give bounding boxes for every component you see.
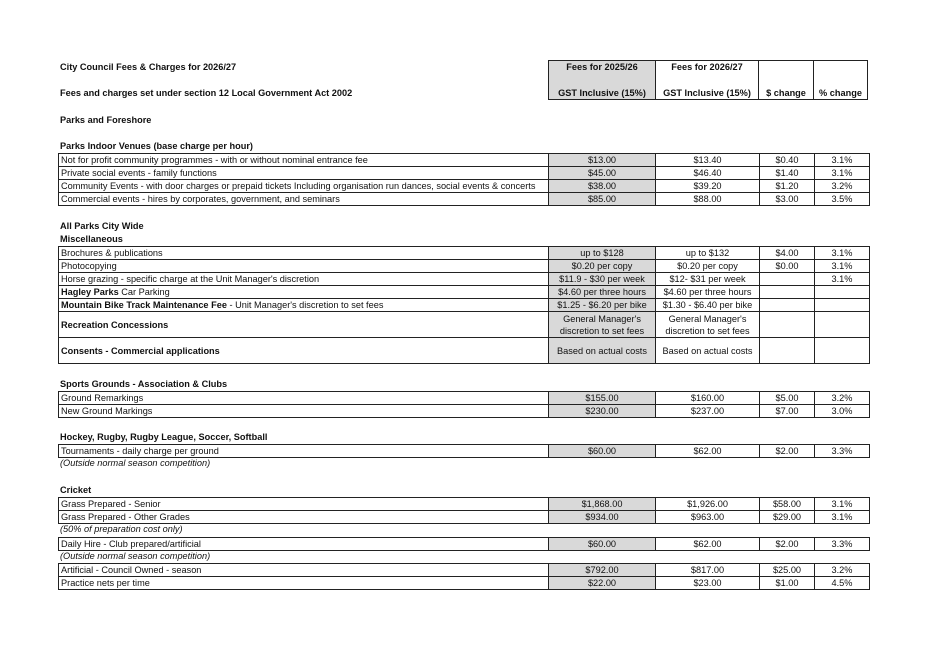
fee-description-text: Grass Prepared - Other Grades [61,512,190,522]
hockey-note: (Outside normal season competition) [60,458,211,468]
dollar-change-cell: $0.40 [760,154,815,167]
dollar-change-cell: $1.40 [760,167,815,180]
dollar-change-cell: $1.00 [760,577,815,590]
fee-description-text: New Ground Markings [61,406,153,416]
fee-description [59,167,549,180]
pct-change-cell [815,286,870,299]
fee-2025-cell: $45.00 [549,167,656,180]
fee-description-text: Photocopying [61,261,117,271]
fee-description-text: Private social events - family functions [61,168,217,178]
table-row [59,247,870,260]
fee-2025-cell: $11.9 - $30 per week [549,273,656,286]
fee-description [59,498,549,511]
page-subtitle: Fees and charges set under section 12 Local Government Act 2002 [60,88,353,98]
fee-description [59,405,549,418]
cricket-table-b [58,537,870,551]
table-row [59,511,870,524]
fee-description [59,392,549,405]
table-row [59,538,870,551]
fee-description [59,286,549,299]
pct-change-cell: 4.5% [815,577,870,590]
cricket-table-a [58,497,870,524]
table-row [59,445,870,458]
fee-description-bold: Mountain Bike Track Maintenance Fee [61,300,227,310]
pct-change-cell: 3.1% [815,167,870,180]
fee-description [59,445,549,458]
header-gst-2025: GST Inclusive (15%) [558,88,646,98]
pct-change-cell: 3.2% [815,392,870,405]
fee-2025-cell: $13.00 [549,154,656,167]
table-row [59,312,870,338]
fee-description-text: Not for profit community programmes - with or without nominal entrance fee [61,155,368,165]
dollar-change-cell [760,312,815,338]
dollar-change-cell [760,299,815,312]
allparks-subheading: Miscellaneous [60,234,123,244]
fee-description [59,180,549,193]
header-fees-2026-label: Fees for 2026/27 [671,62,743,72]
header-pct-change-label: % change [819,88,862,98]
pct-change-cell: 3.1% [815,247,870,260]
fee-2026-cell: $817.00 [656,564,760,577]
fee-2026-cell: $62.00 [656,538,760,551]
fee-2025-cell: Based on actual costs [549,338,656,364]
fee-2026-cell: up to $132 [656,247,760,260]
table-row [59,260,870,273]
dollar-change-cell: $29.00 [760,511,815,524]
table-row [59,338,870,364]
pct-change-cell: 3.1% [815,260,870,273]
fee-2025-cell: $1,868.00 [549,498,656,511]
dollar-change-cell: $0.00 [760,260,815,273]
fee-description [59,273,549,286]
fee-2025-cell: $792.00 [549,564,656,577]
fee-description-text: Grass Prepared - Senior [61,499,161,509]
table-row [59,564,870,577]
cricket-heading: Cricket [60,485,92,495]
dollar-change-cell: $4.00 [760,247,815,260]
dollar-change-cell [760,338,815,364]
fee-description [59,260,549,273]
fee-description-text: Ground Remarkings [61,393,144,403]
pct-change-cell: 3.0% [815,405,870,418]
dollar-change-cell: $2.00 [760,445,815,458]
header-fees-2025-label: Fees for 2025/26 [566,62,638,72]
fee-2026-cell: $88.00 [656,193,760,206]
dollar-change-cell: $58.00 [760,498,815,511]
dollar-change-cell: $2.00 [760,538,815,551]
fee-2025-cell: $934.00 [549,511,656,524]
hockey-table [58,444,870,458]
dollar-change-cell [760,286,815,299]
header-gst-2026: GST Inclusive (15%) [663,88,751,98]
table-row [59,193,870,206]
fee-description [59,577,549,590]
fee-2025-cell: $230.00 [549,405,656,418]
fee-description-bold: Hagley Parks [61,287,119,297]
cricket-table-c [58,563,870,590]
dollar-change-cell: $1.20 [760,180,815,193]
fee-2025-cell: $38.00 [549,180,656,193]
dollar-change-cell: $25.00 [760,564,815,577]
pct-change-cell: 3.3% [815,538,870,551]
hockey-heading: Hockey, Rugby, Rugby League, Soccer, Softball [60,432,268,442]
sports-table [58,391,870,418]
fee-2026-cell: $23.00 [656,577,760,590]
pct-change-cell: 3.3% [815,445,870,458]
indoor-table [58,153,870,206]
fee-2025-cell: $1.25 - $6.20 per bike [549,299,656,312]
fee-description [59,564,549,577]
fee-2026-cell: $4.60 per three hours [656,286,760,299]
allparks-table [58,246,870,364]
pct-change-cell [815,338,870,364]
indoor-heading: Parks Indoor Venues (base charge per hour) [60,141,253,151]
page-title: City Council Fees & Charges for 2026/27 [60,62,237,72]
pct-change-cell [815,299,870,312]
fee-2025-cell: up to $128 [549,247,656,260]
pct-change-cell: 3.1% [815,154,870,167]
fee-2026-cell: $160.00 [656,392,760,405]
fee-2025-cell: $85.00 [549,193,656,206]
table-row [59,498,870,511]
fee-2026-cell: $1.30 - $6.40 per bike [656,299,760,312]
pct-change-cell: 3.2% [815,180,870,193]
fee-2026-cell: $13.40 [656,154,760,167]
fee-2026-cell: General Manager's discretion to set fees [656,312,760,338]
fee-description [59,511,549,524]
pct-change-cell: 3.1% [815,511,870,524]
fee-2025-cell: $0.20 per copy [549,260,656,273]
fee-description-text: Community Events - with door charges or prepaid tickets Including organisation run dances, social events & concerts [61,181,536,191]
fee-2025-cell: $155.00 [549,392,656,405]
section-heading-parks: Parks and Foreshore [60,115,152,125]
table-row [59,286,870,299]
fee-2026-cell: Based on actual costs [656,338,760,364]
cricket-note-b: (Outside normal season competition) [60,551,211,561]
table-row [59,392,870,405]
fee-description-bold: Consents - Commercial applications [61,345,220,356]
fee-description [59,247,549,260]
header-dollar-change-label: $ change [766,88,806,98]
fee-2025-cell: $4.60 per three hours [549,286,656,299]
fee-description-text: Horse grazing - specific charge at the Unit Manager's discretion [61,274,320,284]
pct-change-cell: 3.1% [815,273,870,286]
fee-2026-cell: $1,926.00 [656,498,760,511]
fee-2026-cell: $963.00 [656,511,760,524]
dollar-change-cell: $5.00 [760,392,815,405]
fee-2026-cell: $62.00 [656,445,760,458]
allparks-heading: All Parks City Wide [60,221,144,231]
fee-2026-cell: $0.20 per copy [656,260,760,273]
pct-change-cell: 3.2% [815,564,870,577]
fee-description-text: Artificial - Council Owned - season [61,565,202,575]
table-row [59,405,870,418]
fee-description [59,154,549,167]
fee-2025-cell: $22.00 [549,577,656,590]
fee-description-bold: Recreation Concessions [61,319,169,330]
dollar-change-cell [760,273,815,286]
fee-description-text: Car Parking [118,287,170,297]
fee-2025-cell: General Manager's discretion to set fees [549,312,656,338]
fee-description-text: Commercial events - hires by corporates, government, and seminars [61,194,340,204]
fee-description [59,338,549,364]
table-row [59,577,870,590]
table-row [59,167,870,180]
table-row [59,154,870,167]
table-row [59,299,870,312]
fee-description [59,299,549,312]
fee-description-text: Practice nets per time [61,578,150,588]
dollar-change-cell: $7.00 [760,405,815,418]
fee-2026-cell: $12- $31 per week [656,273,760,286]
fee-description [59,193,549,206]
fee-description-text: - Unit Manager's discretion to set fees [226,300,384,310]
dollar-change-cell: $3.00 [760,193,815,206]
pct-change-cell: 3.5% [815,193,870,206]
pct-change-cell: 3.1% [815,498,870,511]
fee-description-text: Tournaments - daily charge per ground [61,446,219,456]
fee-2025-cell: $60.00 [549,445,656,458]
fee-2026-cell: $46.40 [656,167,760,180]
fee-2025-cell: $60.00 [549,538,656,551]
fee-description [59,538,549,551]
fee-description [59,312,549,338]
table-row [59,180,870,193]
fee-2026-cell: $39.20 [656,180,760,193]
cricket-note-a: (50% of preparation cost only) [60,524,183,534]
sports-heading: Sports Grounds - Association & Clubs [60,379,228,389]
pct-change-cell [815,312,870,338]
table-row [59,273,870,286]
fee-2026-cell: $237.00 [656,405,760,418]
fee-description-text: Daily Hire - Club prepared/artificial [61,539,201,549]
fee-description-text: Brochures & publications [61,248,163,258]
